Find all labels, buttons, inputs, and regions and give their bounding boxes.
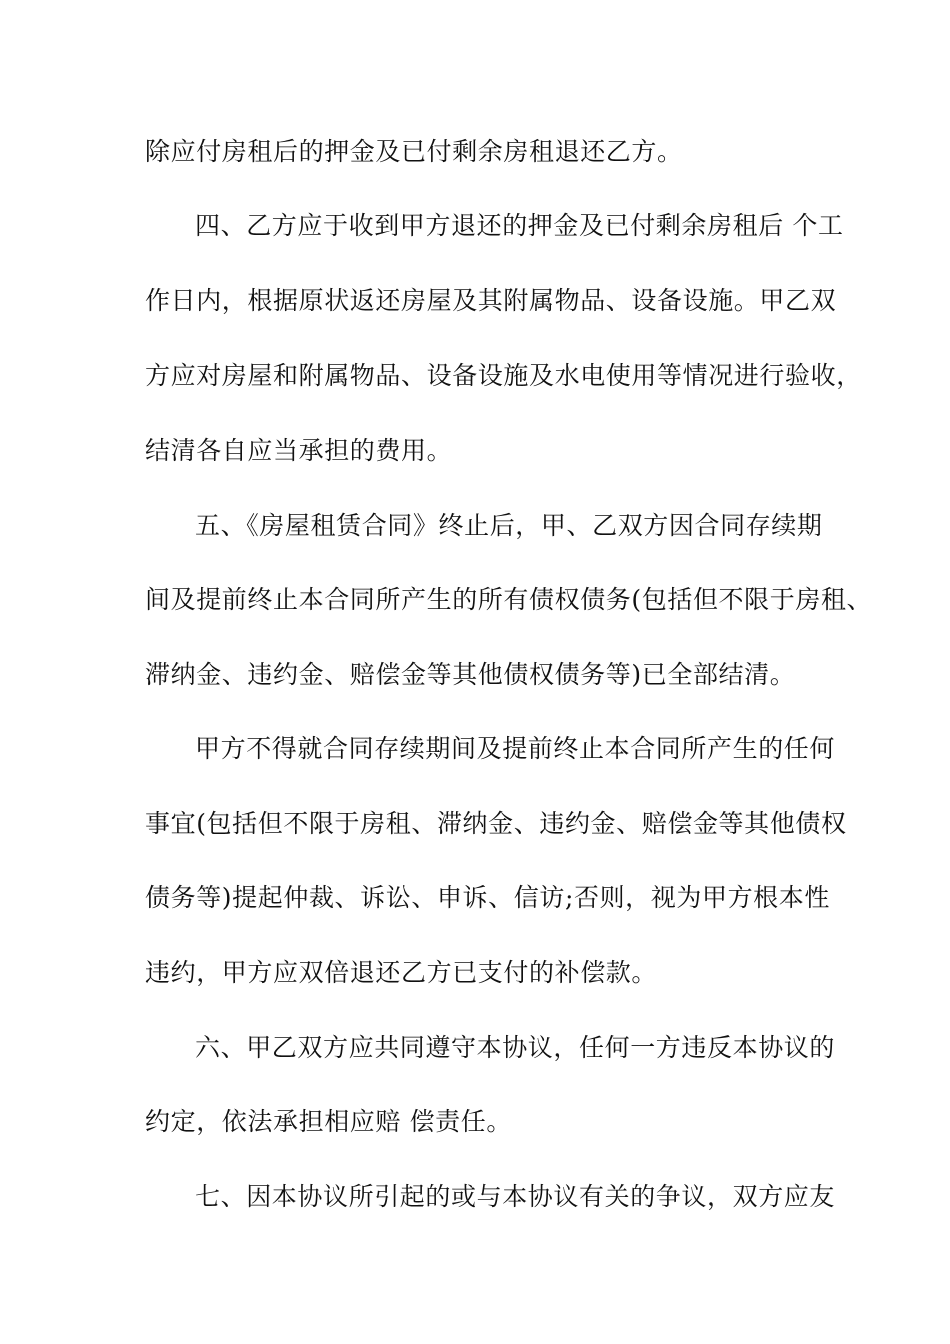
- text-line-2: 四、乙方应于收到甲方退还的押金及已付剩余房租后 个工: [195, 211, 844, 240]
- text-line-3: 作日内，根据原状返还房屋及其附属物品、设备设施。甲乙双: [145, 286, 837, 315]
- text-line-1: 除应付房租后的押金及已付剩余房租退还乙方。: [145, 137, 683, 166]
- text-line-12: 违约，甲方应双倍退还乙方已支付的补偿款。: [145, 958, 658, 987]
- text-line-4: 方应对房屋和附属物品、设备设施及水电使用等情况进行验收，: [145, 361, 862, 390]
- text-line-7: 间及提前终止本合同所产生的所有债权债务(包括但不限于房租、: [145, 585, 873, 614]
- text-line-5: 结清各自应当承担的费用。: [145, 436, 453, 465]
- text-line-14: 约定，依法承担相应赔 偿责任。: [145, 1107, 512, 1136]
- text-line-11: 债务等)提起仲裁、诉讼、申诉、信访;否则，视为甲方根本性: [145, 883, 830, 912]
- text-line-6: 五、《房屋租赁合同》终止后，甲、乙双方因合同存续期: [195, 511, 823, 540]
- text-line-15: 七、因本协议所引起的或与本协议有关的争议，双方应友: [195, 1182, 836, 1211]
- text-line-10: 事宜(包括但不限于房租、滞纳金、违约金、赔偿金等其他债权: [145, 809, 847, 838]
- text-line-8: 滞纳金、违约金、赔偿金等其他债权债务等)已全部结清。: [145, 660, 796, 689]
- text-line-9: 甲方不得就合同存续期间及提前终止本合同所产生的任何: [195, 734, 836, 763]
- text-line-13: 六、甲乙双方应共同遵守本协议，任何一方违反本协议的: [195, 1033, 836, 1062]
